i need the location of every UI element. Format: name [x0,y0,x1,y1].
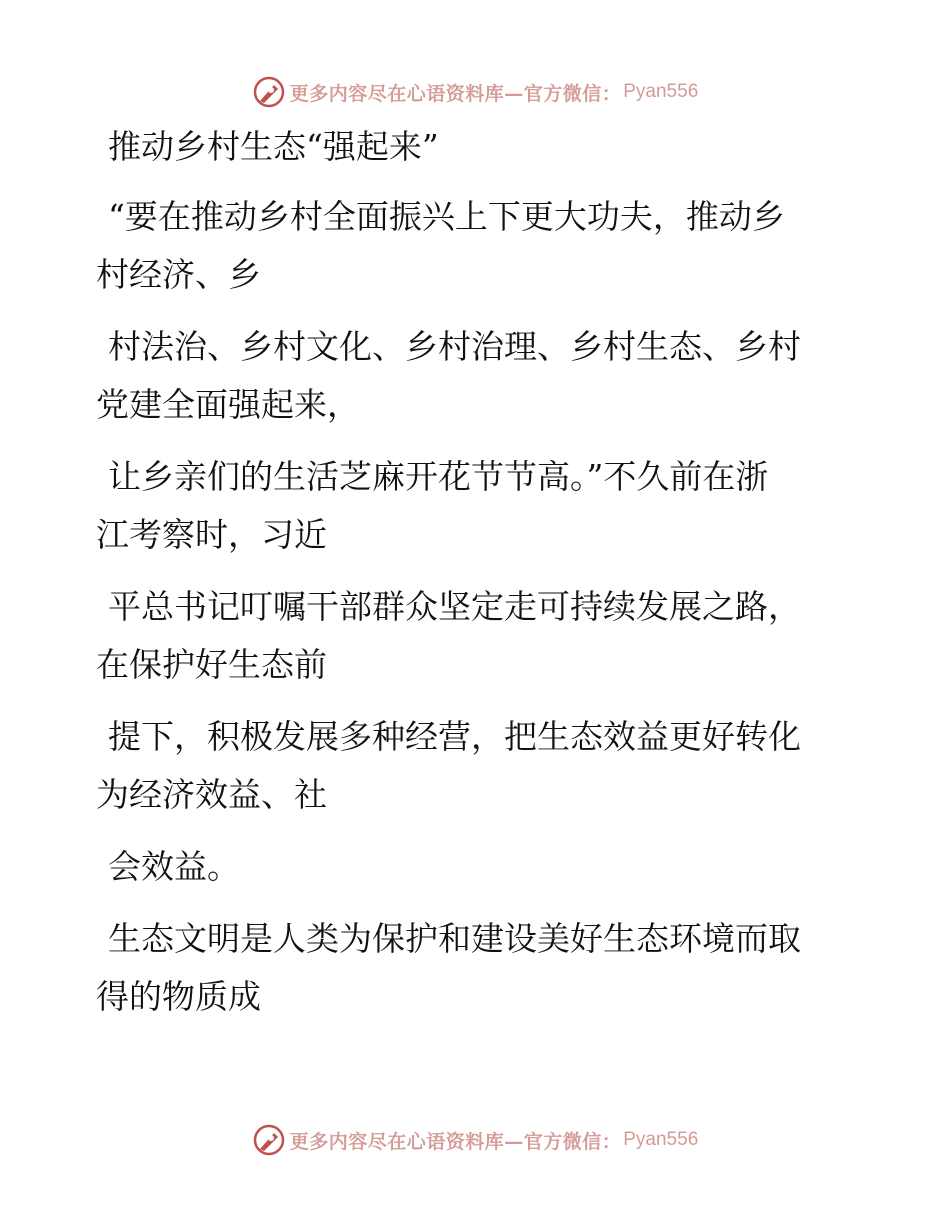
paragraph-line: “要在推动乡村全面振兴上下更大功夫，推动乡 [108,197,785,236]
pen-logo-icon [252,75,286,109]
paragraph-line: 生态文明是人类为保护和建设美好生态环境而取 [108,919,801,958]
paragraph-line: 党建全面强起来， [96,385,360,424]
paragraph [96,578,836,694]
paragraph [96,838,836,896]
paragraph-line: 得的物质成 [96,977,261,1016]
paragraph-line: 平总书记叮嘱干部群众坚定走可持续发展之路， [108,587,801,626]
paragraph-line: 会效益。 [108,847,240,886]
watermark-contact: Pyan556 [623,1129,699,1150]
paragraph-line: 在保护好生态前 [96,645,327,684]
paragraph [96,910,836,1026]
paragraph-line: 村经济、乡 [96,255,261,294]
paragraph-line: 江考察时，习近 [96,515,327,554]
watermark-contact: Pyan556 [623,81,699,102]
header-watermark [0,72,950,112]
paragraph-line: 为经济效益、社 [96,775,327,814]
paragraph [96,708,836,824]
paragraph [96,318,836,434]
paragraph-line: 村法治、乡村文化、乡村治理、乡村生态、乡村 [108,327,801,366]
paragraph [96,448,836,564]
watermark-text: 更多内容尽在心语资料库—官方微信： [289,1130,622,1153]
paragraph-line: 提下，积极发展多种经营，把生态效益更好转化 [108,717,801,756]
paragraph-line: 让乡亲们的生活芝麻开花节节高。”不久前在浙 [108,457,769,496]
footer-watermark [0,1120,950,1160]
paragraph [96,188,836,304]
document-heading: 推动乡村生态“强起来” [108,127,439,166]
watermark-text: 更多内容尽在心语资料库—官方微信： [289,82,622,105]
pen-logo-icon [252,1123,286,1157]
document-body [96,118,836,1026]
